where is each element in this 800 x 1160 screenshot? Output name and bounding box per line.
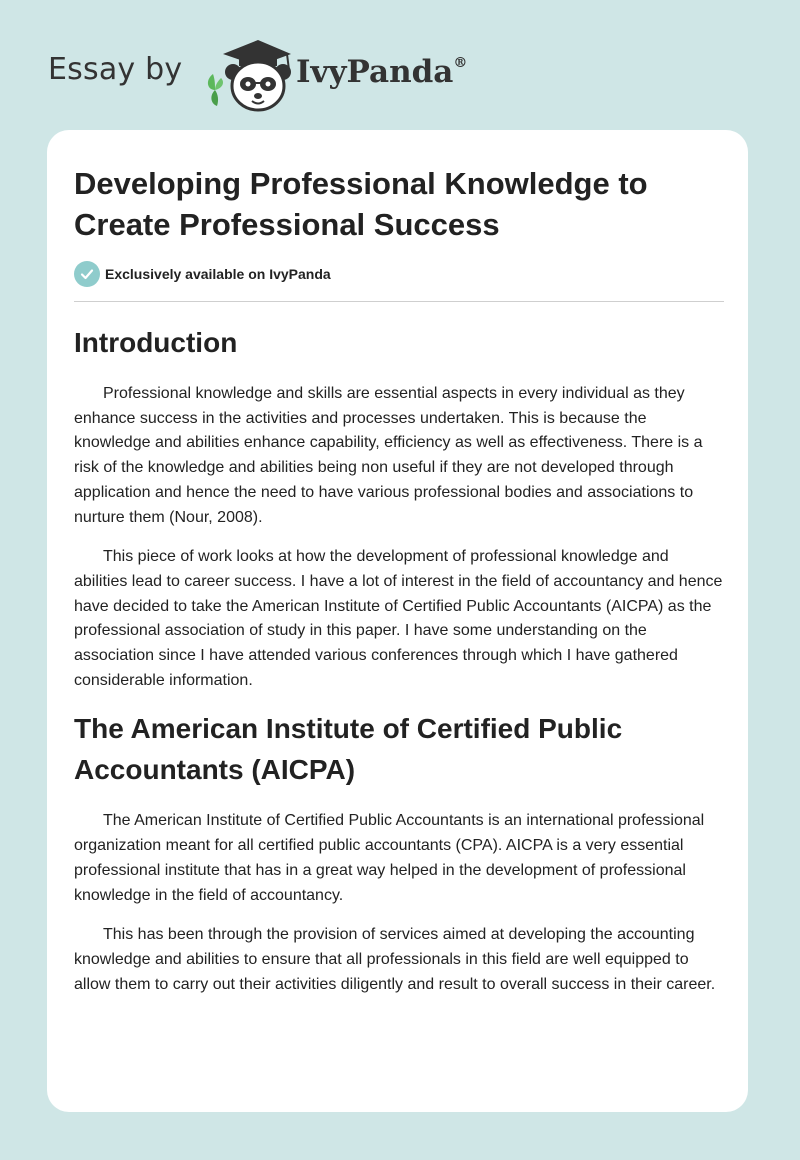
section-heading-aicpa: The American Institute of Certified Public Accountants (AICPA) [74, 713, 623, 786]
checkmark-icon [74, 261, 100, 287]
essay-content [74, 163, 724, 997]
paragraph: This has been through the provision of services aimed at developing the accounting knowledge and abilities to ensure that all professionals in this field are well equipped to allow them to carry out their activities diligently and result to overall success in their career. [74, 926, 716, 993]
exclusive-badge [74, 260, 724, 288]
ivypanda-panda-logo-icon[interactable] [203, 34, 295, 114]
exclusive-label: Exclusively available on IvyPanda [105, 266, 331, 282]
divider [74, 301, 724, 302]
paragraph: The American Institute of Certified Public Accountants is an international professional organization meant for all certified public accountants (CPA). AICPA is a very essential professional institute that has in a great way helped in the development of professional knowledge in the field of accountancy. [74, 812, 705, 904]
essay-card [47, 130, 748, 1112]
section-heading-introduction: Introduction [74, 327, 238, 358]
site-header [48, 34, 648, 114]
page-title: Developing Professional Knowledge to Create Professional Success [74, 166, 648, 242]
brand-name[interactable]: IvyPanda® [296, 54, 468, 90]
paragraph: This piece of work looks at how the development of professional knowledge and abilities lead to career success. I have a lot of interest in the field of accountancy and hence have decided to take the American Institute of Certified Public Accountants (AICPA) as the professional association of study in this paper. I have some understanding on the association since I have attended various conferences through which I have gathered considerable information. [74, 548, 723, 689]
essay-by-label: Essay by [48, 52, 183, 87]
paragraph: Professional knowledge and skills are essential aspects in every individual as they enhance success in the activities and processes undertaken. This is because the knowledge and abilities enhance capability, efficiency as well as effectiveness. There is a risk of the knowledge and abilities being non useful if they are not developed through application and hence the need to have various professional bodies and associations to nurture them (Nour, 2008). [74, 385, 703, 526]
